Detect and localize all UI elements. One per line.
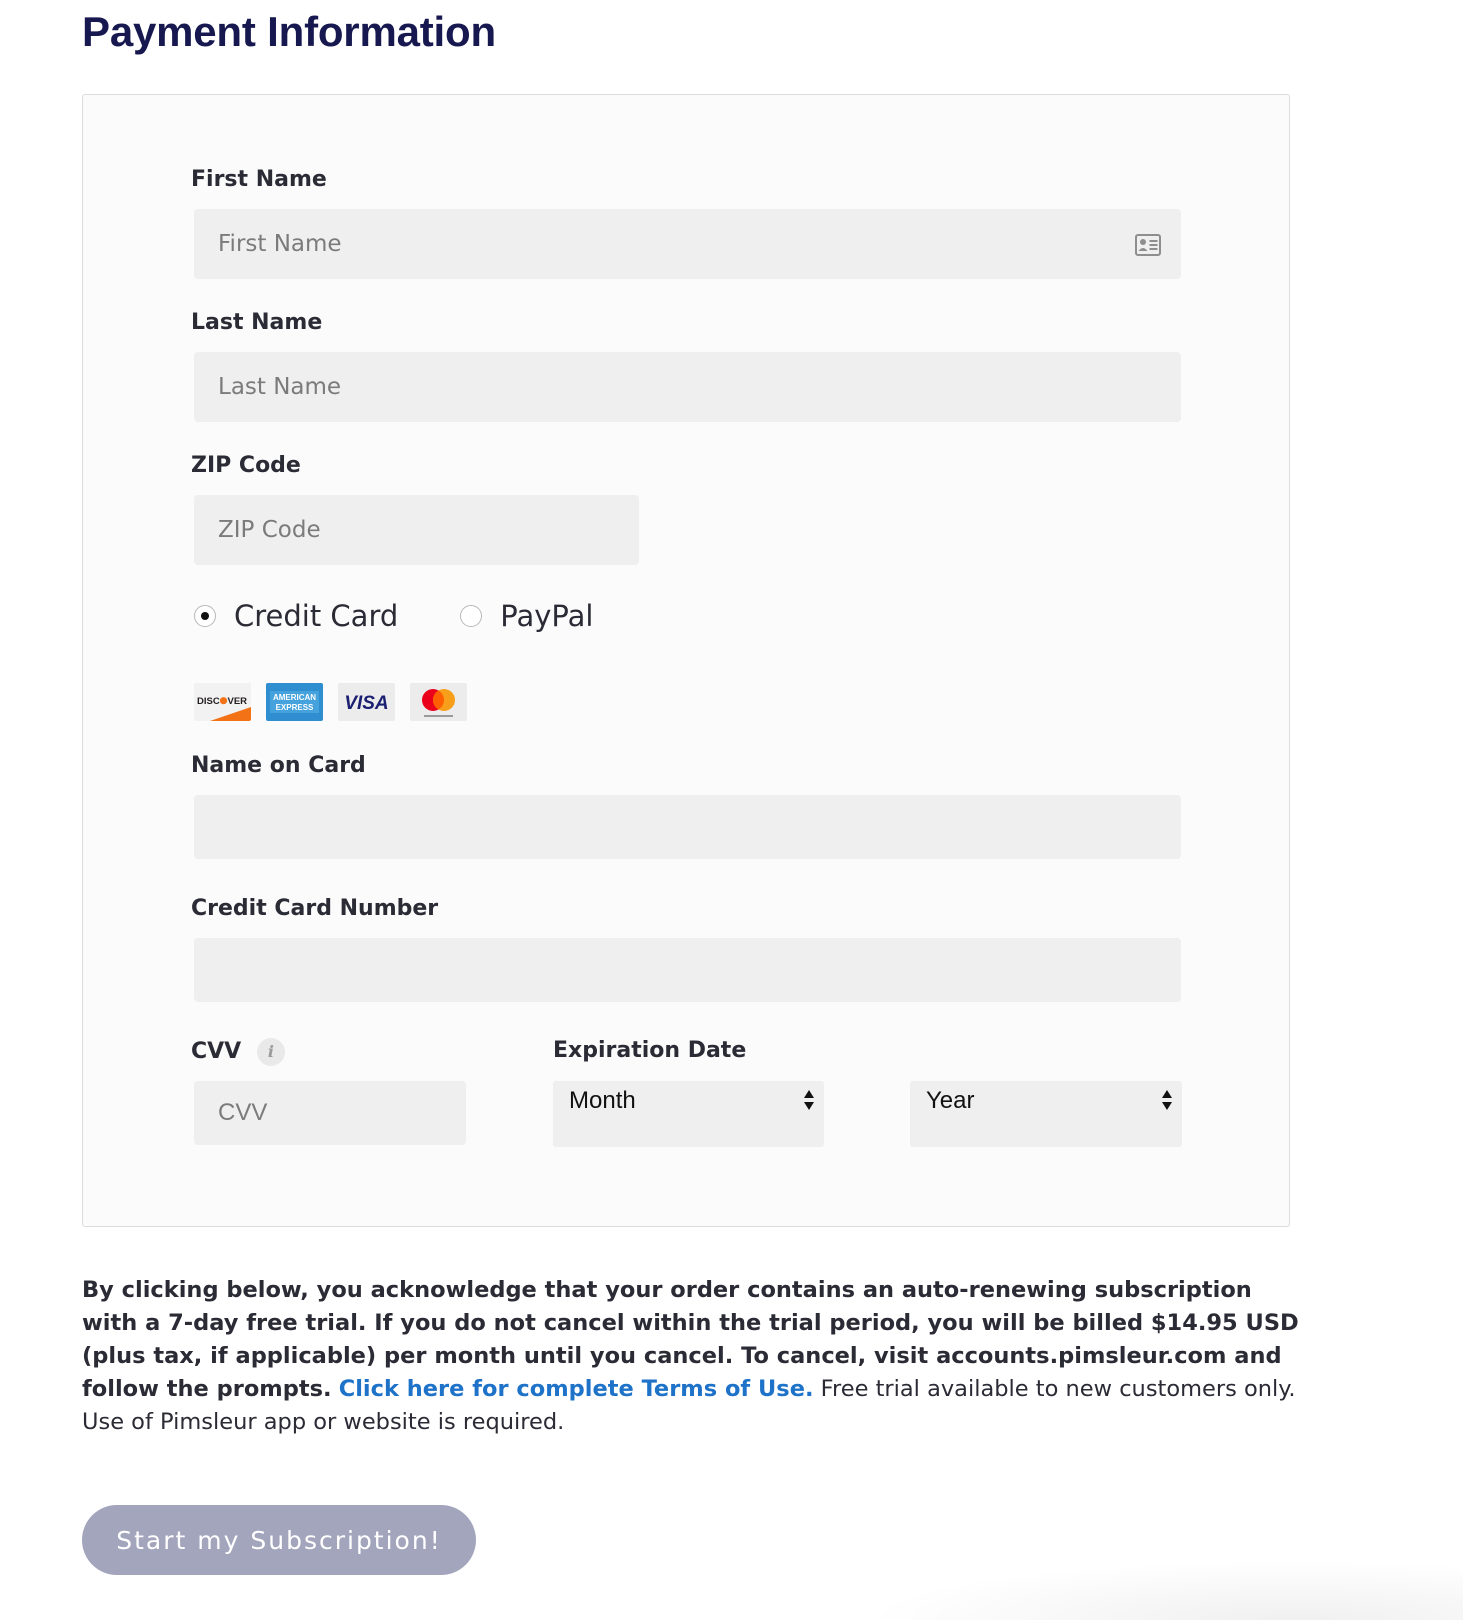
expiration-year-select[interactable]: [910, 1081, 1182, 1147]
amex-logo: [266, 683, 323, 721]
start-subscription-button[interactable]: Start my Subscription!: [82, 1505, 476, 1575]
first-name-label: First Name: [191, 167, 327, 192]
payment-method-group: [194, 596, 593, 636]
card-brands-row: [194, 683, 467, 721]
credit-card-radio[interactable]: [194, 605, 216, 627]
first-name-input[interactable]: [194, 209, 1181, 279]
last-name-label: Last Name: [191, 310, 323, 335]
cvv-label: CVV: [191, 1039, 242, 1064]
visa-logo: [338, 683, 395, 721]
expiration-date-label: Expiration Date: [553, 1038, 747, 1063]
paypal-radio[interactable]: [460, 605, 482, 627]
card-number-label: Credit Card Number: [191, 896, 439, 921]
svg-text:EXPRESS: EXPRESS: [275, 703, 314, 712]
expiration-month-value: Month: [569, 1087, 636, 1114]
disclaimer-bold-text: By clicking below, you acknowledge that your order contains an auto-renewing subscription with a 7-day free trial. If you do not cancel within the trial period, you will be billed $14.95 USD (plus tax, if applicable) per month until you cancel. To cancel, visit accounts.pimsleur.com and follow the prompts.: [82, 1277, 1299, 1402]
payment-form-card: [82, 94, 1290, 1227]
select-arrows-icon: [803, 1089, 815, 1111]
credit-card-radio-label[interactable]: Credit Card: [234, 599, 399, 633]
corner-shadow: [860, 1560, 1463, 1620]
credit-card-option[interactable]: [194, 599, 398, 633]
last-name-input[interactable]: [194, 352, 1181, 422]
contact-card-icon[interactable]: [1135, 234, 1161, 256]
svg-text:VER: VER: [227, 696, 248, 707]
zip-code-label: ZIP Code: [191, 453, 301, 478]
paypal-radio-label[interactable]: PayPal: [500, 599, 594, 633]
discover-logo: [194, 683, 251, 721]
svg-text:DISC: DISC: [197, 696, 220, 707]
cvv-input[interactable]: [194, 1081, 466, 1145]
expiration-month-select[interactable]: [553, 1081, 824, 1147]
mastercard-logo: [410, 683, 467, 721]
card-number-input[interactable]: [194, 938, 1181, 1002]
name-on-card-input[interactable]: [194, 795, 1181, 859]
select-arrows-icon: [1161, 1089, 1173, 1111]
svg-text:AMERICAN: AMERICAN: [272, 693, 317, 702]
name-on-card-label: Name on Card: [191, 753, 366, 778]
cvv-info-icon[interactable]: i: [257, 1038, 285, 1066]
zip-code-input[interactable]: [194, 495, 639, 565]
svg-text:VISA: VISA: [344, 693, 389, 714]
page-title: Payment Information: [82, 8, 496, 55]
cvv-label-row: [191, 1038, 285, 1066]
paypal-option[interactable]: [460, 599, 593, 633]
subscription-disclaimer: [82, 1274, 1302, 1439]
expiration-year-value: Year: [926, 1087, 975, 1114]
disclaimer-trailing-text: Free trial available to new customers only. Use of Pimsleur app or website is required.: [82, 1376, 1296, 1435]
terms-of-use-link[interactable]: Click here for complete Terms of Use.: [338, 1376, 814, 1402]
